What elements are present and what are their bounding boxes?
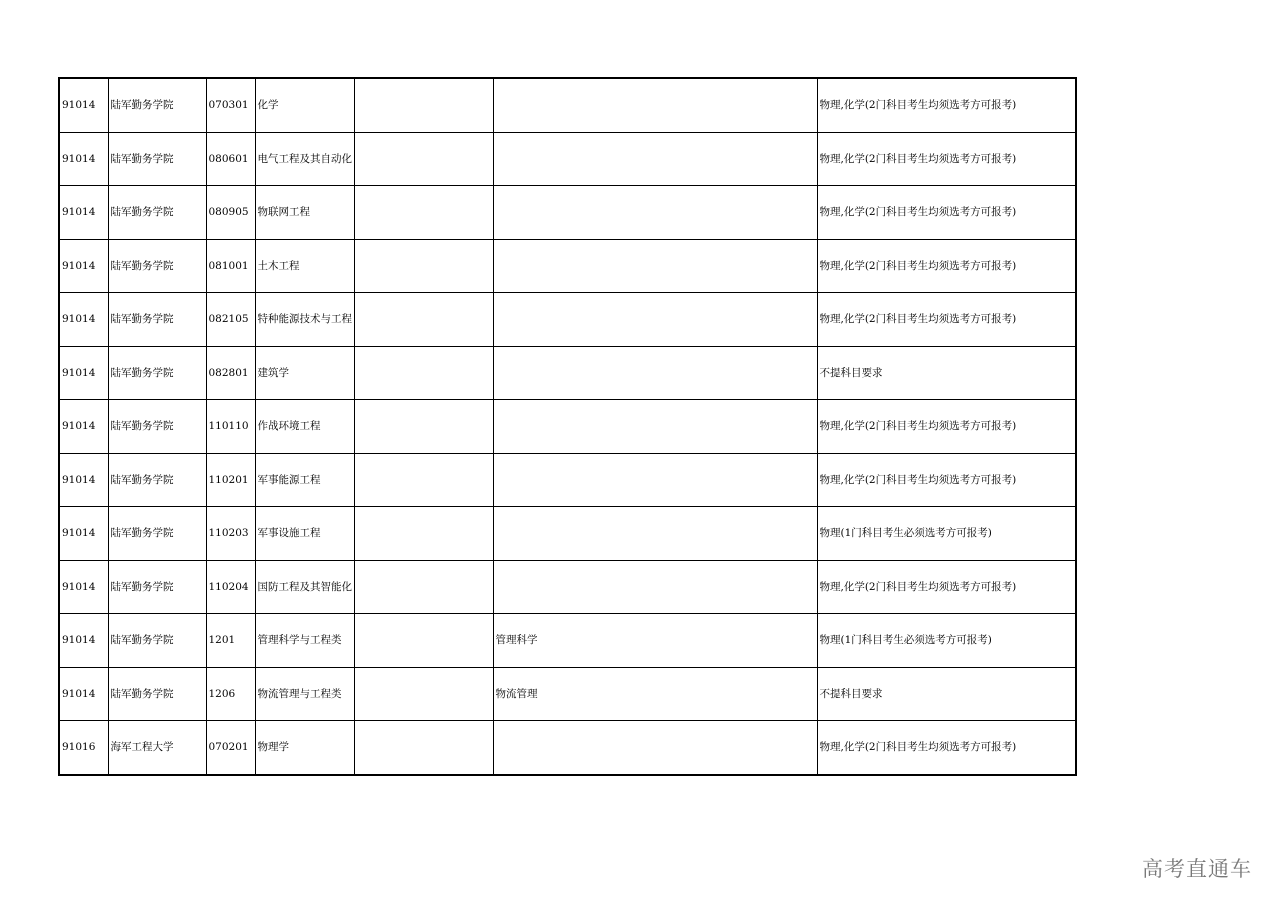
major-code-cell: 110110 <box>206 400 255 454</box>
blank-cell <box>354 453 493 507</box>
institution-name-cell: 陆军勤务学院 <box>108 239 206 293</box>
blank-cell <box>354 507 493 561</box>
major-code-cell: 080601 <box>206 132 255 186</box>
institution-code-cell: 91014 <box>59 78 108 132</box>
blank-cell <box>354 293 493 347</box>
included-major-cell: 管理科学 <box>493 614 817 668</box>
table-row <box>59 453 1076 507</box>
institution-code-cell: 91014 <box>59 132 108 186</box>
included-major-cell <box>493 453 817 507</box>
institution-code-cell: 91016 <box>59 721 108 775</box>
included-major-cell <box>493 186 817 240</box>
institution-code-cell: 91014 <box>59 453 108 507</box>
subject-requirement-cell: 物理,化学(2门科目考生均须选考方可报考) <box>817 293 1076 347</box>
major-code-cell: 070201 <box>206 721 255 775</box>
major-name-cell: 军事设施工程 <box>255 507 354 561</box>
blank-cell <box>354 186 493 240</box>
subject-requirement-cell: 不提科目要求 <box>817 346 1076 400</box>
major-code-cell: 110201 <box>206 453 255 507</box>
institution-name-cell: 陆军勤务学院 <box>108 507 206 561</box>
major-code-cell: 110204 <box>206 560 255 614</box>
major-name-cell: 军事能源工程 <box>255 453 354 507</box>
major-code-cell: 081001 <box>206 239 255 293</box>
subject-requirement-cell: 物理,化学(2门科目考生均须选考方可报考) <box>817 78 1076 132</box>
major-name-cell: 作战环境工程 <box>255 400 354 454</box>
subject-requirement-cell: 不提科目要求 <box>817 667 1076 721</box>
included-major-cell <box>493 239 817 293</box>
institution-name-cell: 陆军勤务学院 <box>108 132 206 186</box>
major-name-cell: 物流管理与工程类 <box>255 667 354 721</box>
institution-name-cell: 海军工程大学 <box>108 721 206 775</box>
table-row <box>59 346 1076 400</box>
major-code-cell: 1201 <box>206 614 255 668</box>
institution-name-cell: 陆军勤务学院 <box>108 78 206 132</box>
institution-name-cell: 陆军勤务学院 <box>108 560 206 614</box>
major-name-cell: 管理科学与工程类 <box>255 614 354 668</box>
table-row <box>59 721 1076 775</box>
institution-name-cell: 陆军勤务学院 <box>108 400 206 454</box>
major-name-cell: 物联网工程 <box>255 186 354 240</box>
table-body <box>59 78 1076 775</box>
table-row <box>59 614 1076 668</box>
blank-cell <box>354 132 493 186</box>
institution-name-cell: 陆军勤务学院 <box>108 667 206 721</box>
institution-code-cell: 91014 <box>59 400 108 454</box>
included-major-cell <box>493 507 817 561</box>
blank-cell <box>354 400 493 454</box>
institution-name-cell: 陆军勤务学院 <box>108 453 206 507</box>
table-row <box>59 560 1076 614</box>
institution-code-cell: 91014 <box>59 614 108 668</box>
table-row <box>59 78 1076 132</box>
subject-requirement-cell: 物理,化学(2门科目考生均须选考方可报考) <box>817 400 1076 454</box>
blank-cell <box>354 239 493 293</box>
blank-cell <box>354 560 493 614</box>
blank-cell <box>354 721 493 775</box>
blank-cell <box>354 667 493 721</box>
institution-code-cell: 91014 <box>59 667 108 721</box>
major-code-cell: 082105 <box>206 293 255 347</box>
admission-requirements-table <box>58 77 1077 776</box>
included-major-cell <box>493 721 817 775</box>
subject-requirement-cell: 物理,化学(2门科目考生均须选考方可报考) <box>817 186 1076 240</box>
table-row <box>59 239 1076 293</box>
subject-requirement-cell: 物理,化学(2门科目考生均须选考方可报考) <box>817 560 1076 614</box>
institution-name-cell: 陆军勤务学院 <box>108 293 206 347</box>
major-code-cell: 1206 <box>206 667 255 721</box>
table-row <box>59 293 1076 347</box>
included-major-cell <box>493 132 817 186</box>
included-major-cell <box>493 346 817 400</box>
institution-code-cell: 91014 <box>59 560 108 614</box>
major-name-cell: 化学 <box>255 78 354 132</box>
table-row <box>59 667 1076 721</box>
institution-code-cell: 91014 <box>59 186 108 240</box>
major-name-cell: 建筑学 <box>255 346 354 400</box>
blank-cell <box>354 346 493 400</box>
subject-requirement-cell: 物理,化学(2门科目考生均须选考方可报考) <box>817 721 1076 775</box>
included-major-cell: 物流管理 <box>493 667 817 721</box>
subject-requirement-cell: 物理(1门科目考生必须选考方可报考) <box>817 507 1076 561</box>
table-row <box>59 507 1076 561</box>
included-major-cell <box>493 293 817 347</box>
table-row <box>59 132 1076 186</box>
institution-name-cell: 陆军勤务学院 <box>108 614 206 668</box>
institution-code-cell: 91014 <box>59 293 108 347</box>
subject-requirement-cell: 物理,化学(2门科目考生均须选考方可报考) <box>817 132 1076 186</box>
table-row <box>59 186 1076 240</box>
included-major-cell <box>493 400 817 454</box>
institution-code-cell: 91014 <box>59 507 108 561</box>
major-code-cell: 082801 <box>206 346 255 400</box>
included-major-cell <box>493 78 817 132</box>
major-code-cell: 080905 <box>206 186 255 240</box>
subject-requirement-cell: 物理(1门科目考生必须选考方可报考) <box>817 614 1076 668</box>
institution-name-cell: 陆军勤务学院 <box>108 186 206 240</box>
institution-name-cell: 陆军勤务学院 <box>108 346 206 400</box>
subject-requirement-cell: 物理,化学(2门科目考生均须选考方可报考) <box>817 453 1076 507</box>
major-name-cell: 国防工程及其智能化 <box>255 560 354 614</box>
blank-cell <box>354 78 493 132</box>
major-name-cell: 物理学 <box>255 721 354 775</box>
included-major-cell <box>493 560 817 614</box>
major-name-cell: 土木工程 <box>255 239 354 293</box>
major-name-cell: 电气工程及其自动化 <box>255 132 354 186</box>
major-code-cell: 070301 <box>206 78 255 132</box>
table-row <box>59 400 1076 454</box>
major-name-cell: 特种能源技术与工程 <box>255 293 354 347</box>
institution-code-cell: 91014 <box>59 346 108 400</box>
major-code-cell: 110203 <box>206 507 255 561</box>
subject-requirement-cell: 物理,化学(2门科目考生均须选考方可报考) <box>817 239 1076 293</box>
institution-code-cell: 91014 <box>59 239 108 293</box>
blank-cell <box>354 614 493 668</box>
watermark: 高考直通车 <box>1142 857 1252 881</box>
